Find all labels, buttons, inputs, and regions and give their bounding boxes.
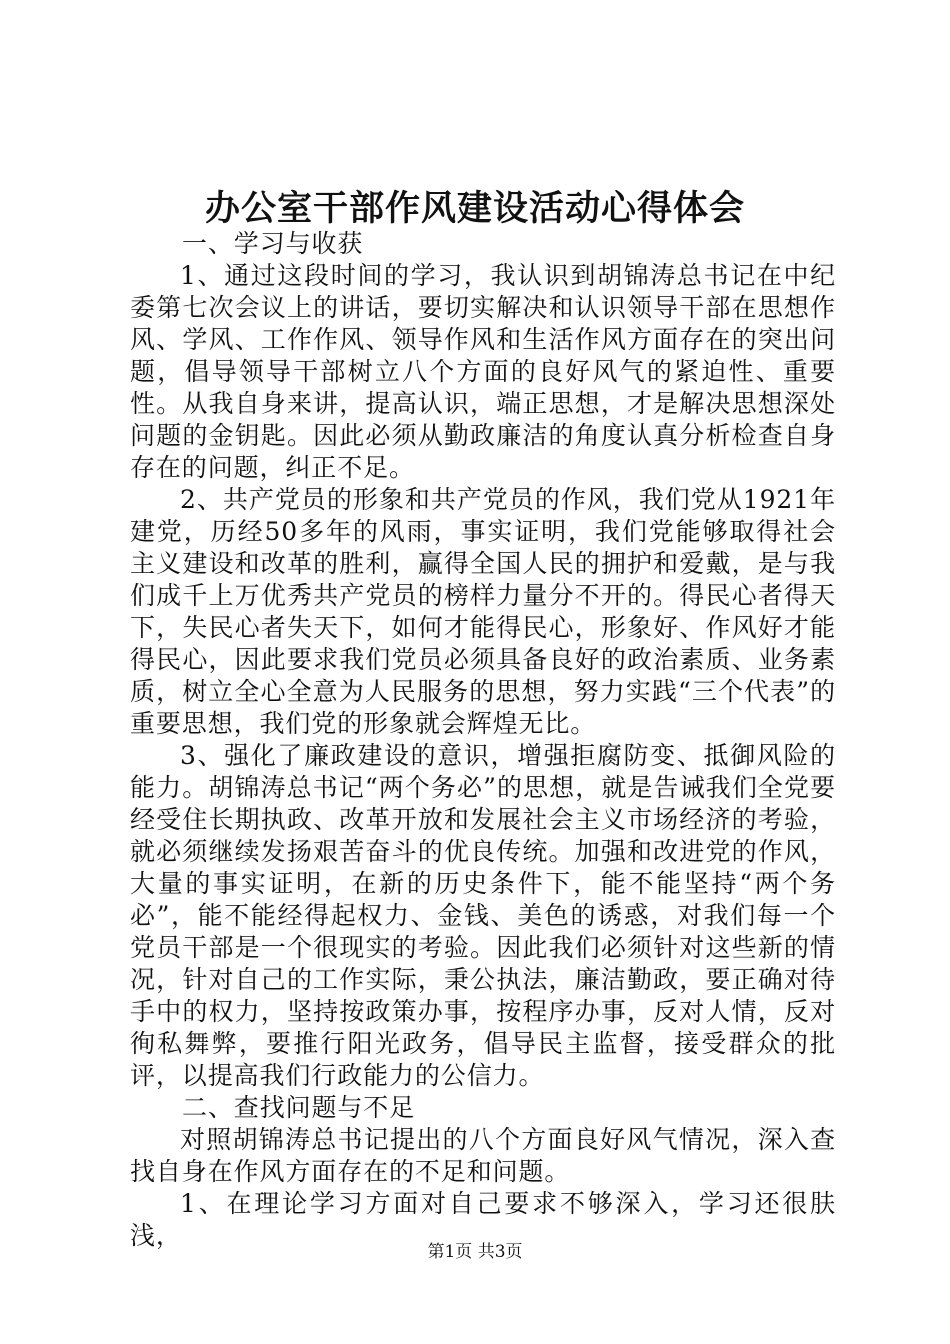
paragraph-2: 2、共产党员的形象和共产党员的作风，我们党从1921年建党，历经50多年的风雨，事实证明，我们党能够取得社会主义建设和改革的胜利，赢得全国人民的拥护和爱戴，是与我们成千上万优秀共产党员的榜样力量分不开的。得民心者得天下，失民心者失天下，如何才能得民心，形象好、作风好才能得民心，因此要求我们党员必须具备良好的政治素质、业务素质，树立全心全意为人民服务的思想，努力实践“三个代表”的重要思想，我们党的形象就会辉煌无比。 <box>130 485 836 738</box>
paragraph-4: 对照胡锦涛总书记提出的八个方面良好风气情况，深入查找自身在作风方面存在的不足和问题。 <box>130 1125 836 1186</box>
section-heading-2: 二、查找问题与不足 <box>182 1093 416 1122</box>
section-heading-1: 一、学习与收获 <box>182 229 364 258</box>
document-body <box>130 228 836 1252</box>
document-title: 办公室干部作风建设活动心得体会 <box>204 189 745 229</box>
page-footer: 第1页 共3页 <box>427 1242 523 1262</box>
paragraph-1: 1、通过这段时间的学习，我认识到胡锦涛总书记在中纪委第七次会议上的讲话，要切实解决和认识领导干部在思想作风、学风、工作作风、领导作风和生活作风方面存在的突出问题，倡导领导干部树立八个方面的良好风气的紧迫性、重要性。从我自身来讲，提高认识，端正思想，才是解决思想深处问题的金钥匙。因此必须从勤政廉洁的角度认真分析检查自身存在的问题，纠正不足。 <box>130 261 836 482</box>
paragraph-5: 1、在理论学习方面对自己要求不够深入，学习还很肤浅， <box>130 1189 836 1250</box>
paragraph-3: 3、强化了廉政建设的意识，增强拒腐防变、抵御风险的能力。胡锦涛总书记“两个务必”的思想，就是告诫我们全党要经受住长期执政、改革开放和发展社会主义市场经济的考验，就必须继续发扬艰苦奋斗的优良传统。加强和改进党的作风，大量的事实证明，在新的历史条件下，能不能坚持“两个务必”，能不能经得起权力、金钱、美色的诱惑，对我们每一个党员干部是一个很现实的考验。因此我们必须针对这些新的情况，针对自己的工作实际，秉公执法，廉洁勤政，要正确对待手中的权力，坚持按政策办事，按程序办事，反对人情，反对徇私舞弊，要推行阳光政务，倡导民主监督，接受群众的批评，以提高我们行政能力的公信力。 <box>130 741 836 1090</box>
